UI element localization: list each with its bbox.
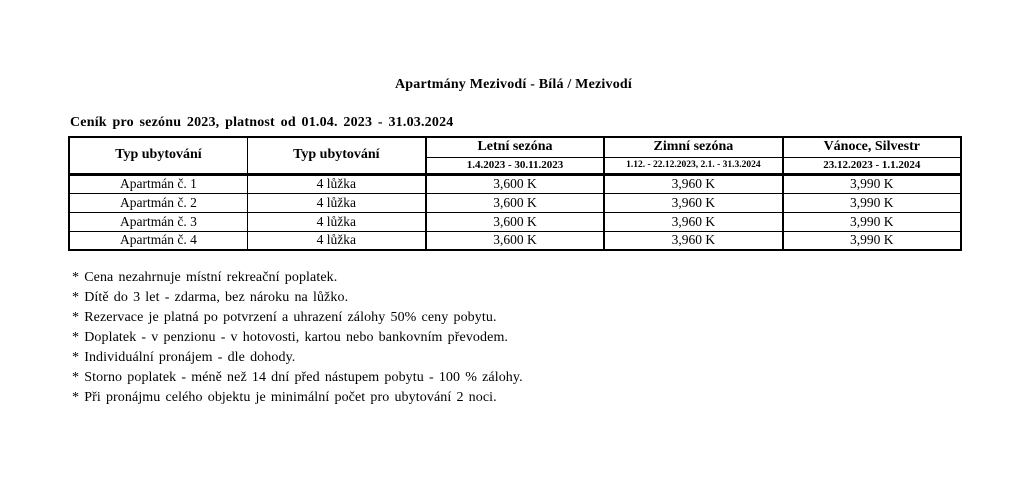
capacity-cell: 4 lůžka (247, 231, 425, 250)
footnote-item: * Storno poplatek - méně než 14 dní před nástupem pobytu - 100 % zálohy. (72, 370, 523, 385)
footnote-item: * Dítě do 3 let - zdarma, bez nároku na lůžko. (72, 290, 349, 305)
capacity-cell: 4 lůžka (247, 174, 425, 193)
winter-season-dates: 1.12. - 22.12.2023, 2.1. - 31.3.2024 (604, 157, 782, 174)
winter-price-cell: 3,960 K (604, 193, 782, 212)
summer-season-dates: 1.4.2023 - 30.11.2023 (426, 157, 604, 174)
christmas-price-cell: 3,990 K (783, 212, 961, 231)
footnote-item: * Rezervace je platná po potvrzení a uhrazení zálohy 50% ceny pobytu. (72, 310, 497, 325)
footnote-item: * Individuální pronájem - dle dohody. (72, 350, 296, 365)
column-header-winter-season: Zimní sezóna (604, 137, 782, 157)
footnotes (72, 268, 523, 408)
christmas-price-cell: 3,990 K (783, 174, 961, 193)
christmas-price-cell: 3,990 K (783, 231, 961, 250)
footnote-item: * Cena nezahrnuje místní rekreační poplatek. (72, 270, 338, 285)
summer-price-cell: 3,600 K (426, 174, 604, 193)
price-list-heading: Ceník pro sezónu 2023, platnost od 01.04. 2023 - 31.03.2024 (70, 115, 454, 130)
christmas-season-dates: 23.12.2023 - 1.1.2024 (783, 157, 961, 174)
summer-price-cell: 3,600 K (426, 212, 604, 231)
apartment-name-cell: Apartmán č. 3 (69, 212, 247, 231)
column-header-accommodation-type-2: Typ ubytování (247, 137, 425, 174)
apartment-name-cell: Apartmán č. 1 (69, 174, 247, 193)
capacity-cell: 4 lůžka (247, 212, 425, 231)
table-header-row (69, 137, 961, 157)
table-row-apartment-1 (69, 174, 961, 193)
winter-price-cell: 3,960 K (604, 231, 782, 250)
summer-price-cell: 3,600 K (426, 231, 604, 250)
column-header-accommodation-type: Typ ubytování (69, 137, 247, 174)
price-table (68, 136, 962, 251)
footnote-item: * Při pronájmu celého objektu je minimální počet pro ubytování 2 noci. (72, 390, 497, 405)
winter-price-cell: 3,960 K (604, 174, 782, 193)
footnote-item: * Doplatek - v penzionu - v hotovosti, kartou nebo bankovním převodem. (72, 330, 509, 345)
winter-price-cell: 3,960 K (604, 212, 782, 231)
table-row-apartment-3 (69, 212, 961, 231)
apartment-name-cell: Apartmán č. 4 (69, 231, 247, 250)
column-header-christmas-season: Vánoce, Silvestr (783, 137, 961, 157)
table-row-apartment-2 (69, 193, 961, 212)
table-row-apartment-4 (69, 231, 961, 250)
column-header-summer-season: Letní sezóna (426, 137, 604, 157)
apartment-name-cell: Apartmán č. 2 (69, 193, 247, 212)
summer-price-cell: 3,600 K (426, 193, 604, 212)
page-title: Apartmány Mezivodí - Bílá / Mezivodí (394, 77, 632, 92)
christmas-price-cell: 3,990 K (783, 193, 961, 212)
capacity-cell: 4 lůžka (247, 193, 425, 212)
